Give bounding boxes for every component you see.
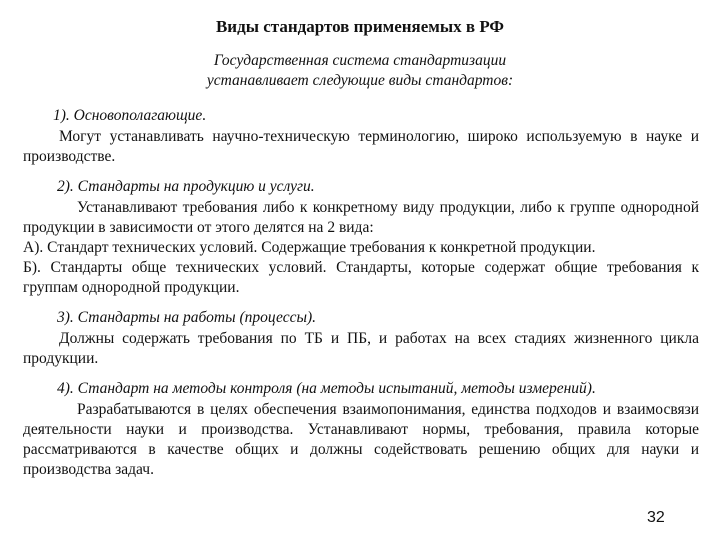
section-heading: 2). Стандарты на продукцию и услуги. [57, 178, 315, 195]
slide-body [23, 105, 699, 489]
subtitle-line-2: устанавливает следующие виды стандартов: [206, 72, 514, 89]
section-text: Устанавливают требования либо к конкретному виду продукции, либо к группе однородной продукции в зависимости от этого делятся на 2 вида: [23, 199, 699, 236]
list-item: А). Стандарт технических условий. Содержащие требования к конкретной продукции. [23, 239, 596, 256]
section-heading: 1). Основополагающие. [53, 107, 207, 124]
slide-title: Виды стандартов применяемых в РФ [215, 17, 505, 36]
list-item: Б). Стандарты обще технических условий. Стандарты, которые содержат общие требования к группам однородной продукции. [23, 259, 699, 296]
subtitle-line-1: Государственная система стандартизации [213, 52, 507, 69]
section-heading: 3). Стандарты на работы (процессы). [57, 309, 316, 326]
section-products [23, 176, 699, 298]
section-heading: 4). Стандарт на методы контроля (на методы испытаний, методы измерений). [57, 380, 596, 397]
page-number: 32 [647, 509, 665, 526]
section-text: Должны содержать требования по ТБ и ПБ, и работах на всех стадиях жизненного цикла продукции. [23, 330, 699, 367]
section-text: Разрабатываются в целях обеспечения взаимопонимания, единства подходов и взаимосвязи деятельности науки и производства. Устанавливают нормы, требования, правила которые рассматриваются в качестве общих и должны содействовать решению общих для науки и производства задач. [23, 401, 699, 478]
section-text: Могут устанавливать научно-техническую терминологию, широко используемую в науке и производстве. [23, 128, 699, 165]
section-control-methods [23, 378, 699, 480]
section-fundamental [23, 105, 699, 167]
slide-subtitle [0, 51, 720, 91]
section-processes [23, 307, 699, 369]
